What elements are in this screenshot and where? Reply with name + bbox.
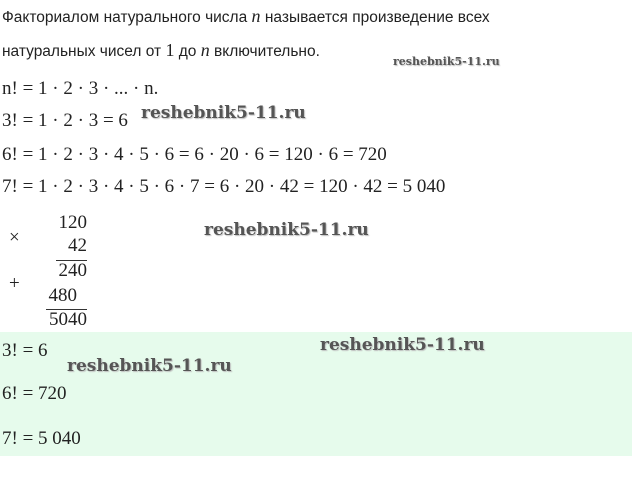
column-multiplication [0, 206, 120, 332]
variable-n: n [251, 6, 261, 26]
definition-text: натуральных чисел от [2, 43, 166, 60]
final-product: 5040 [49, 309, 87, 330]
variable-n: n [200, 40, 210, 60]
formula-7-factorial: 7! = 1 · 2 · 3 · 4 · 5 · 6 · 7 = 6 · 20 · 42 = 120 · 42 = 5 040 [2, 176, 446, 197]
answer-6-factorial: 6! = 720 [2, 383, 67, 404]
definition-text: до [174, 43, 201, 60]
answer-7-factorial: 7! = 5 040 [2, 428, 81, 449]
times-sign: × [9, 227, 20, 248]
definition-line-2 [2, 40, 320, 61]
watermark: reshebnik5-11.ru [393, 55, 500, 68]
number-one: 1 [165, 40, 175, 60]
partial-product-2: 480 [48, 285, 77, 306]
watermark: reshebnik5-11.ru [141, 103, 306, 123]
watermark: reshebnik5-11.ru [204, 220, 369, 240]
formula-3-factorial: 3! = 1 · 2 · 3 = 6 [2, 110, 128, 131]
multiplier: 42 [68, 235, 87, 256]
partial-product-1: 240 [58, 260, 87, 281]
watermark: reshebnik5-11.ru [67, 356, 232, 376]
answer-3-factorial: 3! = 6 [2, 340, 48, 361]
multiplicand: 120 [58, 212, 87, 233]
plus-sign: + [9, 273, 20, 294]
definition-text: Факториалом натурального числа [2, 9, 252, 26]
definition-text: называется произведение всех [260, 9, 490, 26]
watermark: reshebnik5-11.ru [320, 335, 485, 355]
definition-line-1 [2, 6, 490, 27]
answer-box [0, 332, 632, 456]
formula-6-factorial: 6! = 1 · 2 · 3 · 4 · 5 · 6 = 6 · 20 · 6 = 120 · 6 = 720 [2, 144, 387, 165]
formula-general: n! = 1 · 2 · 3 · ... · n. [2, 78, 159, 99]
definition-text: включительно. [209, 43, 320, 60]
